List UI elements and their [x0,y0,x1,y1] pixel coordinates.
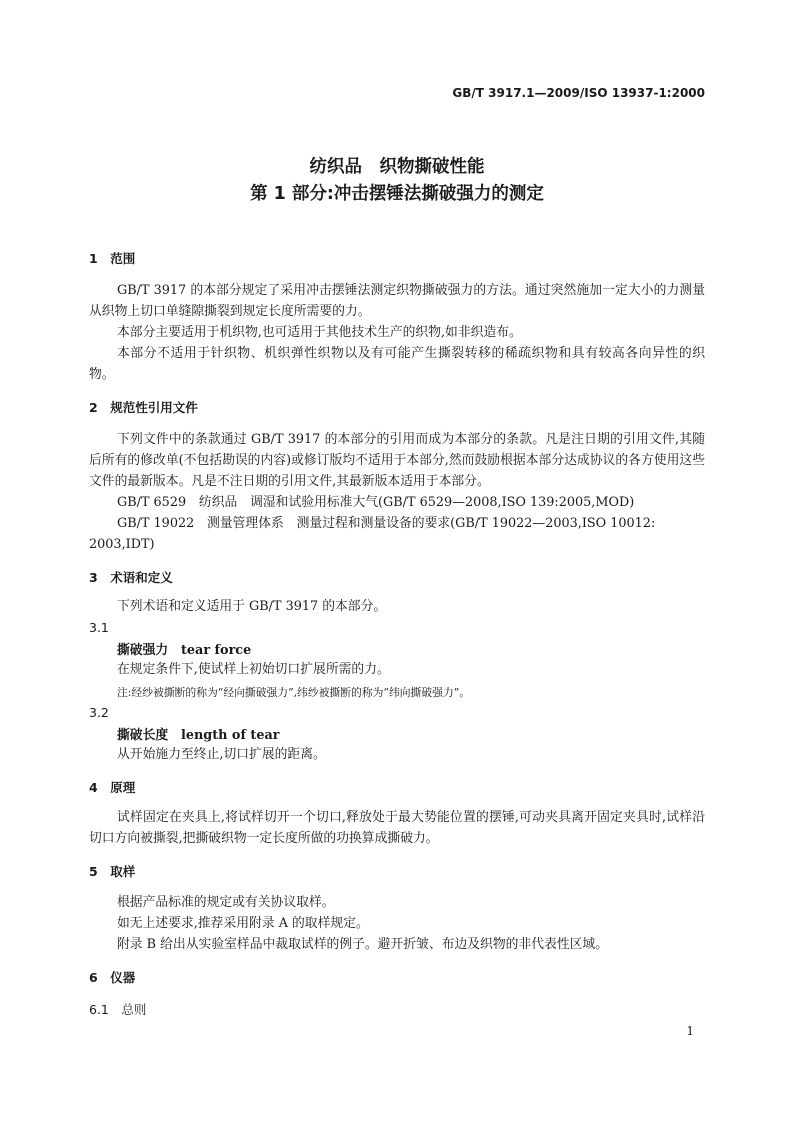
standard-code: GB/T 3917.1—2009/ISO 13937-1:2000 [452,86,705,100]
section-4-body [89,807,705,849]
subsection-6-1-heading: 6.1 总则 [89,1002,147,1017]
paragraph: 根据产品标准的规定或有关协议取样。 [117,895,335,910]
term-3-1-name: 撕破强力 tear force [117,643,252,658]
paragraph: 试样固定在夹具上,将试样切开一个切口,释放处于最大势能位置的摆锤,可动夹具离开固定夹具时,试样沿切口方向被撕裂,把撕破织物一定长度所做的功换算成撕破力。 [89,810,705,846]
paragraph: 如无上述要求,推荐采用附录 A 的取样规定。 [117,916,369,931]
page-number: 1 [686,1024,694,1038]
section-5-heading: 5 取样 [89,864,136,879]
section-6-heading: 6 仪器 [89,970,136,985]
section-2-body [89,429,705,555]
paragraph: 本部分主要适用于机织物,也可适用于其他技术生产的织物,如非织造布。 [117,325,522,340]
reference-gbt19022-cont: 2003,IDT) [89,537,155,552]
document-title: 纺织品 织物撕破性能 [309,157,485,177]
term-3-2 [89,727,733,745]
paragraph: 下列术语和定义适用于 GB/T 3917 的本部分。 [117,599,387,614]
paragraph: GB/T 3917 的本部分规定了采用冲击摆锤法测定织物撕破强力的方法。通过突然施加一定大小的力测量从织物上切口单缝隙撕裂到规定长度所需要的力。 [89,283,705,319]
section-3-body [89,596,705,617]
paragraph: 本部分不适用于针织物、机织弹性织物以及有可能产生撕裂转移的稀疏织物和具有较高各向异性的织物。 [89,346,705,382]
paragraph: 下列文件中的条款通过 GB/T 3917 的本部分的引用而成为本部分的条款。凡是注日期的引用文件,其随后所有的修改单(不包括勘误的内容)或修订版均不适用于本部分,然而鼓励根据本部分达成协议的各方使用这些文件的最新版本。凡是不注日期的引用文件,其最新版本适用于本部分。 [89,432,705,489]
term-3-1-note: 注:经纱被撕断的称为“经向撕破强力”,纬纱被撕断的称为“纬向撕破强力”。 [117,686,471,699]
term-3-1-definition: 在规定条件下,使试样上初始切口扩展所需的力。 [117,662,390,677]
section-4-heading: 4 原理 [89,780,136,795]
document-subtitle: 第 1 部分:冲击摆锤法撕破强力的测定 [250,184,544,204]
reference-gbt19022: GB/T 19022 测量管理体系 测量过程和测量设备的要求(GB/T 19022—2003,ISO 10012: [117,516,656,531]
term-3-1-number: 3.1 [89,620,109,635]
term-3-2-name: 撕破长度 length of tear [117,728,280,743]
paragraph: 附录 B 给出从实验室样品中裁取试样的例子。避开折皱、布边及织物的非代表性区域。 [117,937,609,952]
section-3-heading: 3 术语和定义 [89,570,173,585]
section-2-heading: 2 规范性引用文件 [89,400,198,415]
section-5-body [89,892,705,955]
term-3-2-number: 3.2 [89,705,109,720]
term-3-1 [89,642,733,660]
term-3-2-definition: 从开始施力至终止,切口扩展的距离。 [117,747,326,762]
section-1-body [89,280,705,385]
section-1-heading: 1 范围 [89,251,136,266]
reference-gbt6529: GB/T 6529 纺织品 调湿和试验用标准大气(GB/T 6529—2008,ISO 139:2005,MOD) [117,495,635,510]
